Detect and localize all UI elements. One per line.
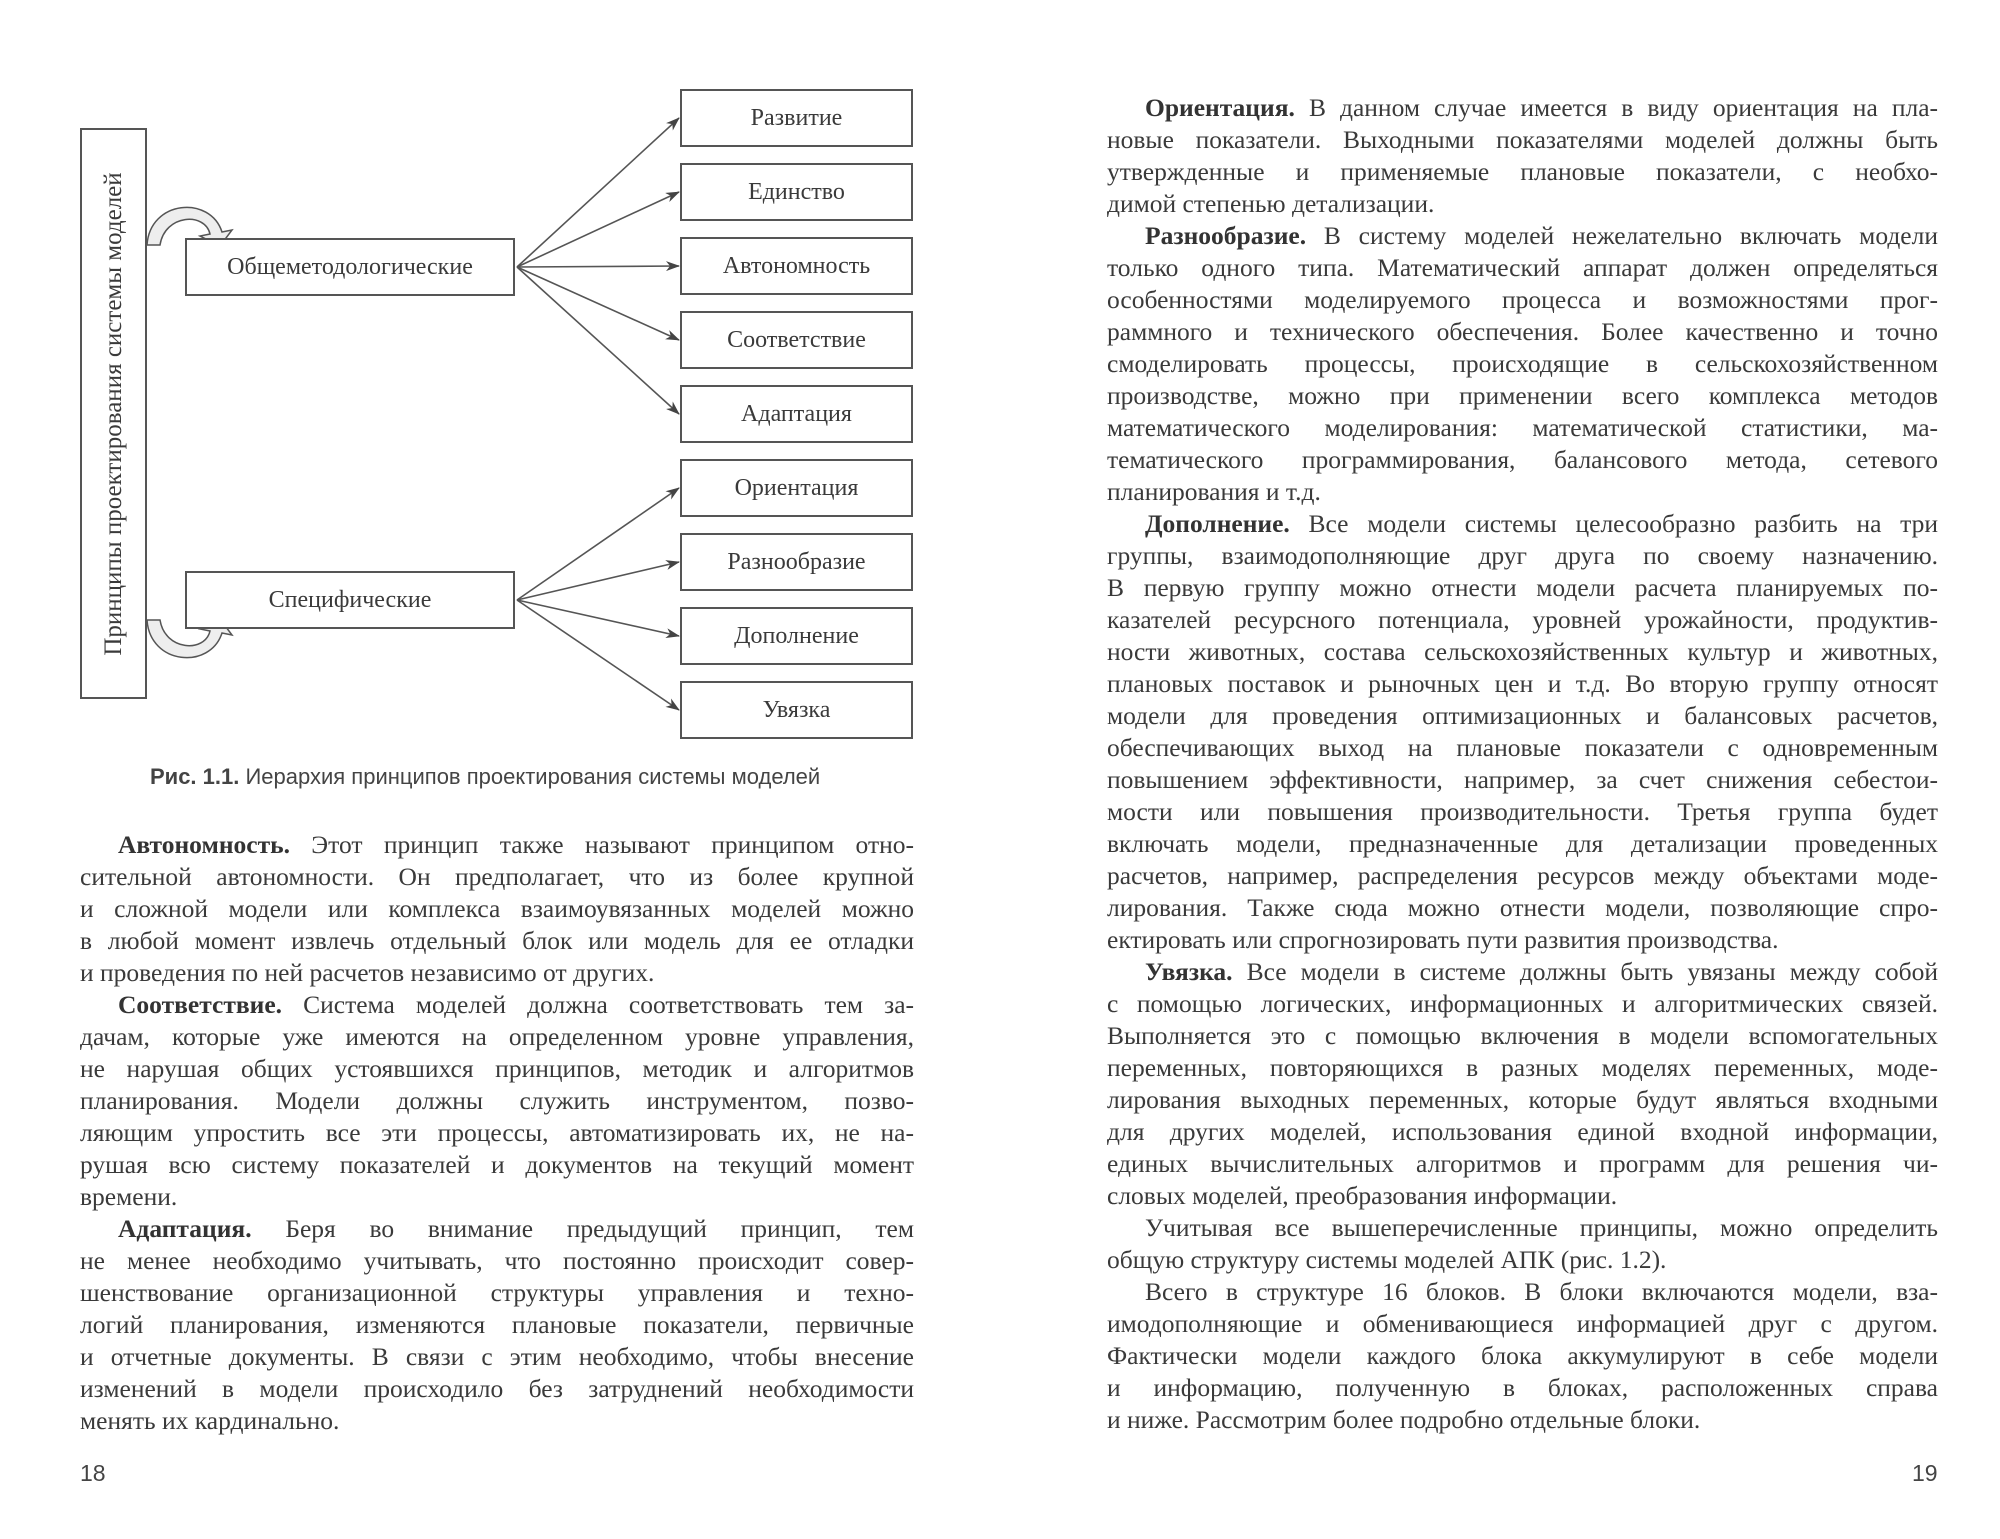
line-text: смоделировать процессы, происходящие в сельскохозяйственном [1107,349,1938,378]
text-line [1107,1340,1938,1372]
principle-label: Ориентация [734,474,859,501]
paragraph [1107,1276,1938,1436]
line-text: и информацию, полученную в блоках, расположенных справа [1107,1373,1938,1402]
line-text: сительной автономности. Он предполагает, что из более крупной [80,862,914,891]
text-line [1107,572,1938,604]
paragraph-heading: Адаптация. [118,1214,252,1243]
text-line [1107,636,1938,668]
line-text: расчетов, например, распределения ресурсов между объектами моде- [1107,861,1938,890]
line-text: словых моделей, преобразования информации. [1107,1181,1618,1210]
text-line [1107,540,1938,572]
paragraph-heading: Автономность. [118,830,290,859]
principle-box [680,607,913,665]
line-text: В первую группу можно отнести модели расчета планируемых по- [1107,573,1938,602]
text-line [80,1053,914,1085]
line-text: в любой момент извлечь отдельный блок или модель для ее отладки [80,926,914,955]
principle-label: Развитие [750,104,843,131]
principle-label: Разнообразие [727,548,866,575]
text-line [80,861,914,893]
text-line [80,893,914,925]
line-text: менять их кардинально. [80,1406,340,1435]
text-line [80,1085,914,1117]
text-line [1107,796,1938,828]
page-number-left: 18 [80,1460,106,1486]
page-number-right: 19 [1912,1460,1938,1486]
paragraph [1107,508,1938,956]
principle-box [680,533,913,591]
line-text: ляющим упростить все эти процессы, автоматизировать их, не на- [80,1118,914,1147]
text-line [1107,956,1938,988]
line-text: особенностями моделируемого процесса и возможностями прог- [1107,285,1938,314]
figure-caption [150,764,820,790]
line-text: планирования и т.д. [1107,477,1321,506]
line-text: только одного типа. Математический аппарат должен определяться [1107,253,1938,282]
line-text: времени. [80,1182,178,1211]
arrow-line [517,267,679,414]
line-text: раммного и технического обеспечения. Более качественно и точно [1107,317,1938,346]
principle-box [680,311,913,369]
text-line [1107,988,1938,1020]
text-line [80,1213,914,1245]
text-line [80,1373,914,1405]
text-line [1107,1148,1938,1180]
principles-root-label: Принципы проектирования системы моделей [99,171,127,656]
text-line [1107,508,1938,540]
principle-box [680,681,913,739]
paragraph [80,829,914,989]
text-line [1107,92,1938,124]
paragraph [1107,1212,1938,1276]
paragraph [1107,956,1938,1212]
line-text: изменений в модели происходило без затруднений необходимости [80,1374,914,1403]
text-line [1107,700,1938,732]
line-text: рушая всю систему показателей и документов на текущий момент [80,1150,914,1179]
line-text: Все модели системы целесообразно разбить на три [1308,509,1938,538]
group-label: Специфические [268,586,432,613]
group-box-specific [185,571,515,629]
line-text: Система моделей должна соответствовать тем за- [303,990,915,1019]
text-line [1107,604,1938,636]
text-line [1107,284,1938,316]
text-line [1107,348,1938,380]
arrow-line [517,600,679,710]
line-text: лирования. Также сюда можно отнести модели, позволяющие спро- [1107,893,1938,922]
principle-label: Дополнение [734,622,859,649]
text-line [1107,252,1938,284]
line-text: модели для проведения оптимизационных и балансовых расчетов, [1107,701,1938,730]
principle-label: Единство [748,178,845,205]
paragraph-heading: Дополнение. [1145,509,1290,538]
line-text: плановых поставок и рыночных цен и т.д. Во вторую группу относят [1107,669,1938,698]
line-text: для других моделей, использования единой входной информации, [1107,1117,1938,1146]
text-line [1107,1052,1938,1084]
line-text: обеспечивающих выход на плановые показатели с одновременным [1107,733,1938,762]
line-text: ности животных, состава сельскохозяйственных культур и животных, [1107,637,1938,666]
text-line [1107,1308,1938,1340]
paragraph [1107,220,1938,508]
text-line [1107,924,1938,956]
text-line [1107,1372,1938,1404]
line-text: планирования. Модели должны служить инструментом, позво- [80,1086,914,1115]
text-line [1107,124,1938,156]
paragraph-heading: Увязка. [1145,957,1233,986]
text-line [1107,1212,1938,1244]
line-text: имодополняющие и обменивающиеся информацией друг с другом. [1107,1309,1938,1338]
paragraph-heading: Соответствие. [118,990,283,1019]
arrow-line [517,562,679,600]
line-text: математического моделирования: математической статистики, ма- [1107,413,1938,442]
text-line [1107,892,1938,924]
line-text: мости или повышения производительности. Третья группа будет [1107,797,1938,826]
paragraph [80,989,914,1213]
caption-text: Иерархия принципов проектирования системы моделей [245,764,821,789]
line-text: общую структуру системы моделей АПК (рис. 1.2). [1107,1245,1667,1274]
line-text: и сложной модели или комплекса взаимоувязанных моделей можно [80,894,914,923]
paragraph [1107,92,1938,220]
text-line [80,1245,914,1277]
principle-box [680,89,913,147]
group-label: Общеметодологические [227,253,473,280]
text-line [1107,1404,1938,1436]
text-line [80,957,914,989]
text-line [80,829,914,861]
text-line [80,1405,914,1437]
line-text: группы, взаимодополняющие друг друга по своему назначению. [1107,541,1938,570]
text-line [1107,380,1938,412]
line-text: и проведения по ней расчетов независимо от других. [80,958,655,987]
text-line [80,1181,914,1213]
line-text: дачам, которые уже имеются на определенном уровне управления, [80,1022,914,1051]
arrow-line [517,266,679,267]
paragraph [80,1213,914,1437]
principle-box [680,237,913,295]
line-text: лирования выходных переменных, которые будут являться входными [1107,1085,1938,1114]
line-text: В данном случае имеется в виду ориентация на пла- [1308,93,1939,122]
principle-label: Соответствие [727,326,866,353]
arrow-line [517,118,679,267]
line-text: ектировать или спрогнозировать пути развития производства. [1107,925,1779,954]
line-text: Учитывая все вышеперечисленные принципы, можно определить [1145,1213,1938,1242]
text-line [80,1117,914,1149]
text-line [1107,764,1938,796]
arrow-line [517,488,679,600]
line-text: логий планирования, изменяются плановые показатели, первичные [80,1310,914,1339]
line-text: и отчетные документы. В связи с этим необходимо, чтобы внесение [80,1342,914,1371]
arrow-line [517,600,679,636]
text-line [1107,828,1938,860]
principle-box [680,459,913,517]
arrow-line [517,192,679,267]
text-line [1107,1084,1938,1116]
text-line [1107,316,1938,348]
text-line [1107,220,1938,252]
line-text: новые показатели. Выходными показателями моделей должны быть [1107,125,1938,154]
text-line [1107,476,1938,508]
text-line [1107,732,1938,764]
right-page-text [1107,92,1938,1436]
line-text: единых вычислительных алгоритмов и программ для решения чи- [1107,1149,1938,1178]
line-text: Фактически модели каждого блока аккумулируют в себе модели [1107,1341,1938,1370]
principle-label: Увязка [762,696,831,723]
line-text: шенствование организационной структуры управления и техно- [80,1278,914,1307]
principle-box [680,163,913,221]
text-line [80,1021,914,1053]
paragraph-heading: Ориентация. [1145,93,1295,122]
text-line [1107,1020,1938,1052]
line-text: Всего в структуре 16 блоков. В блоки включаются модели, вза- [1145,1277,1938,1306]
text-line [1107,1276,1938,1308]
text-line [1107,860,1938,892]
line-text: тематического программирования, балансового метода, сетевого [1107,445,1938,474]
principle-label: Автономность [722,252,871,279]
line-text: производстве, можно при применении всего комплекса методов [1107,381,1938,410]
text-line [1107,1180,1938,1212]
principle-box [680,385,913,443]
text-line [80,1341,914,1373]
text-line [80,1277,914,1309]
text-line [80,1149,914,1181]
text-line [1107,188,1938,220]
line-text: Все модели в системе должны быть увязаны между собой [1246,957,1939,986]
principles-root-box [80,128,147,699]
text-line [1107,1244,1938,1276]
text-line [80,989,914,1021]
caption-number: Рис. 1.1. [150,764,240,789]
line-text: повышением эффективности, например, за счет снижения себестои- [1107,765,1938,794]
text-line [80,1309,914,1341]
line-text: включать модели, предназначенные для детализации проведенных [1107,829,1938,858]
line-text: Этот принцип также называют принципом отно- [311,830,915,859]
text-line [1107,668,1938,700]
line-text: Беря во внимание предыдущий принцип, тем [285,1214,914,1243]
line-text: В систему моделей нежелательно включать модели [1323,221,1938,250]
line-text: казателей ресурсного потенциала, уровней урожайности, продуктив- [1107,605,1938,634]
paragraph-heading: Разнообразие. [1145,221,1307,250]
text-line [80,925,914,957]
text-line [1107,412,1938,444]
text-line [1107,156,1938,188]
principle-label: Адаптация [741,400,852,427]
line-text: и ниже. Рассмотрим более подробно отдельные блоки. [1107,1405,1701,1434]
line-text: с помощью логических, информационных и алгоритмических связей. [1107,989,1938,1018]
line-text: Выполняется это с помощью включения в модели вспомогательных [1107,1021,1938,1050]
text-line [1107,1116,1938,1148]
arrow-line [517,267,679,340]
line-text: димой степенью детализации. [1107,189,1435,218]
text-line [1107,444,1938,476]
group-box-general [185,238,515,296]
line-text: не нарушая общих устоявшихся принципов, методик и алгоритмов [80,1054,914,1083]
left-page-text [80,829,914,1437]
line-text: переменных, повторяющихся в разных моделях переменных, моде- [1107,1053,1938,1082]
line-text: не менее необходимо учитывать, что постоянно происходит совер- [80,1246,914,1275]
line-text: утвержденные и применяемые плановые показатели, с необхо- [1107,157,1938,186]
